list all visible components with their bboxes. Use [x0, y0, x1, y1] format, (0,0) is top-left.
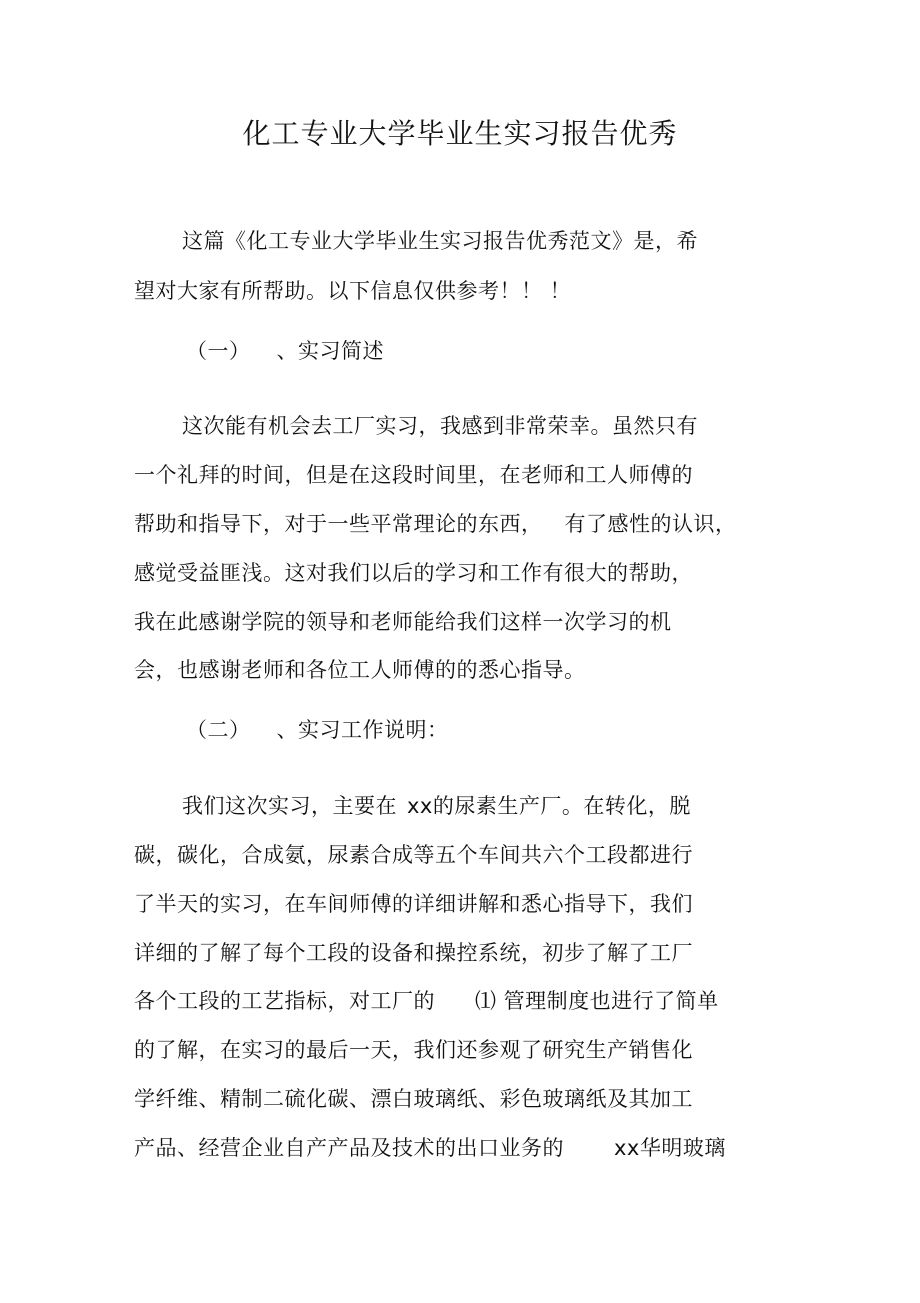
para-2-line-2: 碳，碳化，合成氨，尿素合成等五个车间共六个工段都进行	[134, 843, 693, 867]
intro-line-2: 望对大家有所帮助。以下信息仅供参考！！ ！	[134, 279, 572, 303]
para-2-line-6: 的了解，在实习的最后一天，我们还参观了研究生产销售化	[134, 1038, 693, 1062]
section-1-heading	[186, 336, 384, 366]
document-title: 化工专业大学毕业生实习报告优秀	[242, 117, 678, 150]
para-1-line-2: 一个礼拜的时间，但是在这段时间里，在老师和工人师傅的	[134, 463, 693, 487]
para-2-line-5a: 各个工段的工艺指标，对工厂的	[134, 989, 435, 1013]
para-2-line-5b: ⑴ 管理制度也进行了简单	[475, 989, 719, 1013]
para-2-line-3: 了半天的实习，在车间师傅的详细讲解和悉心指导下，我们	[134, 892, 693, 916]
section-2-number: （二）	[186, 718, 251, 742]
section-2-heading	[186, 715, 449, 745]
para-1-line-3	[134, 509, 737, 539]
section-1-number: （一）	[186, 339, 251, 363]
para-1-line-3b: 有了感性的认识，	[564, 512, 737, 536]
para-2-line-8	[134, 1133, 726, 1163]
para-1-line-6: 会，也感谢老师和各位工人师傅的的悉心指导。	[134, 658, 586, 682]
para-2-line-1a: 我们这次实习，主要在	[182, 794, 397, 818]
para-2-line-4: 详细的了解了每个工段的设备和操控系统，初步了解了工厂	[134, 941, 693, 965]
para-1-line-1: 这次能有机会去工厂实习，我感到非常荣幸。虽然只有	[182, 414, 698, 438]
section-1-title: 、实习简述	[276, 339, 384, 363]
para-2-line-1	[182, 791, 691, 821]
para-2-line-8a: 产品、经营企业自产产品及技术的出口业务的	[134, 1136, 564, 1160]
para-2-line-1b: xx的尿素生产厂。在转化，脱	[407, 794, 691, 818]
para-2-line-5	[134, 986, 719, 1016]
intro-line-1: 这篇《化工专业大学毕业生实习报告优秀范文》是，希	[182, 229, 698, 253]
para-1-line-3a: 帮助和指导下，对于一些平常理论的东西，	[134, 512, 543, 536]
para-1-line-4: 感觉受益匪浅。这对我们以后的学习和工作有很大的帮助，	[134, 561, 693, 585]
para-2-line-7: 学纤维、精制二硫化碳、漂白玻璃纸、彩色玻璃纸及其加工	[134, 1087, 693, 1111]
para-2-line-8b: xx华明玻璃	[614, 1136, 726, 1160]
section-2-title: 、实习工作说明：	[276, 718, 449, 742]
para-1-line-5: 我在此感谢学院的领导和老师能给我们这样一次学习的机	[134, 610, 672, 634]
